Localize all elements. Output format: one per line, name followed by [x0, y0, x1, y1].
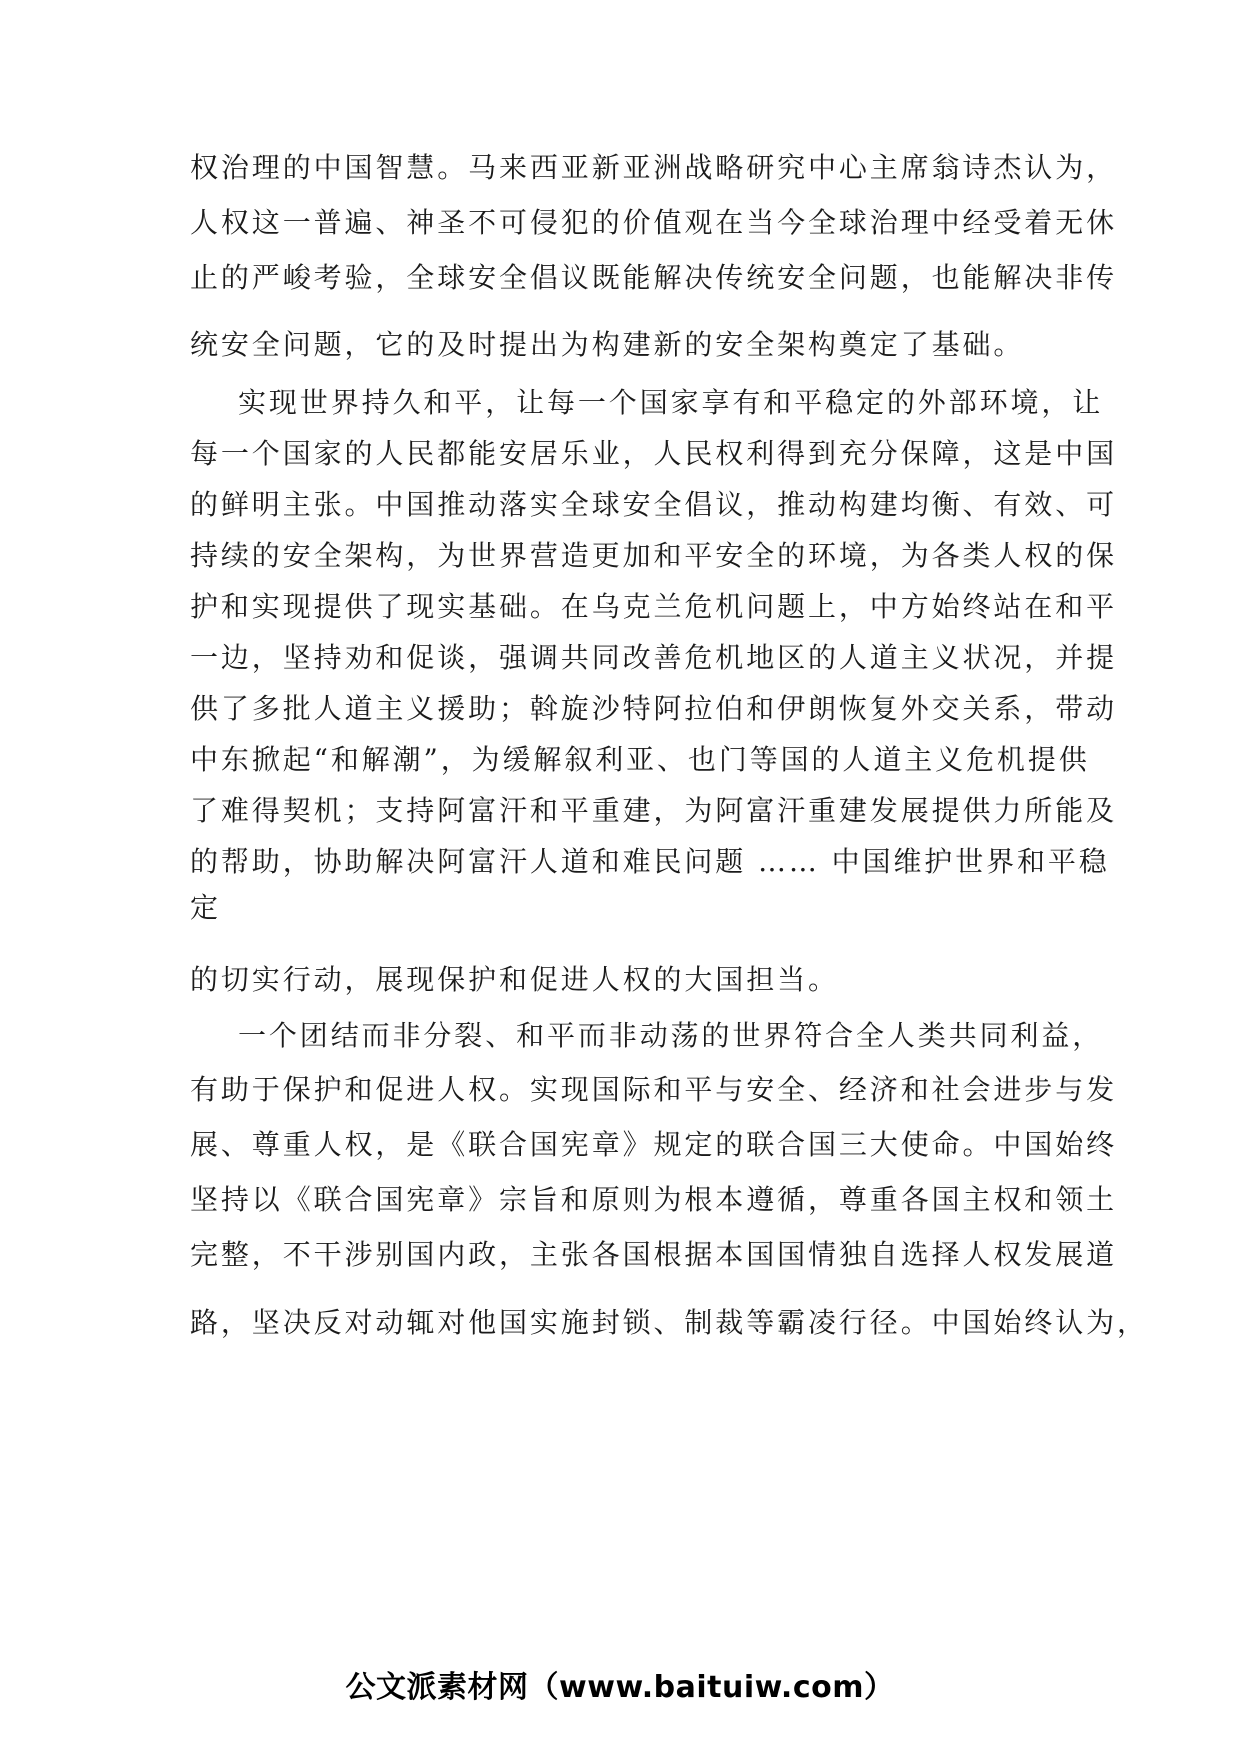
text-line: 人权这一普遍、神圣不可侵犯的价值观在当今全球治理中经受着无休	[190, 206, 1118, 239]
text-line: 的切实行动，展现保护和促进人权的大国担当。	[190, 963, 839, 996]
text-line: 了难得契机；支持阿富汗和平重建，为阿富汗重建发展提供力所能及	[190, 794, 1118, 827]
paragraph-first-line: 一个团结而非分裂、和平而非动荡的世界符合全人类共同利益，	[238, 1019, 1104, 1052]
text-line: 有助于保护和促进人权。实现国际和平与安全、经济和社会进步与发	[190, 1073, 1118, 1106]
text-line: 每一个国家的人民都能安居乐业，人民权利得到充分保障，这是中国	[190, 437, 1118, 470]
text-line: 供了多批人道主义援助；斡旋沙特阿拉伯和伊朗恢复外交关系，带动	[190, 692, 1118, 725]
text-line: 持续的安全架构，为世界营造更加和平安全的环境，为各类人权的保	[190, 539, 1118, 572]
paragraph-first-line: 实现世界持久和平，让每一个国家享有和平稳定的外部环境，让	[238, 386, 1104, 419]
text-line: 的帮助，协助解决阿富汗人道和难民问题 …… 中国维护世界和平稳	[190, 845, 1110, 878]
text-line: 统安全问题，它的及时提出为构建新的安全架构奠定了基础。	[190, 328, 1025, 361]
footer-source: 公文派素材网（www.baituiw.com）	[345, 1670, 895, 1705]
text-line: 坚持以《联合国宪章》宗旨和原则为根本遵循，尊重各国主权和领土	[190, 1183, 1118, 1216]
text-line: 定	[190, 891, 221, 924]
text-line: 中东掀起“和解潮”，为缓解叙利亚、也门等国的人道主义危机提供	[190, 743, 1090, 776]
text-line: 权治理的中国智慧。马来西亚新亚洲战略研究中心主席翁诗杰认为，	[190, 151, 1118, 184]
text-line: 的鲜明主张。中国推动落实全球安全倡议，推动构建均衡、有效、可	[190, 488, 1118, 521]
text-line: 展、尊重人权，是《联合国宪章》规定的联合国三大使命。中国始终	[190, 1128, 1118, 1161]
text-line: 完整，不干涉别国内政，主张各国根据本国国情独自选择人权发展道	[190, 1238, 1118, 1271]
text-line: 护和实现提供了现实基础。在乌克兰危机问题上，中方始终站在和平	[190, 590, 1118, 623]
text-line: 一边，坚持劝和促谈，强调共同改善危机地区的人道主义状况，并提	[190, 641, 1118, 674]
text-line: 止的严峻考验，全球安全倡议既能解决传统安全问题，也能解决非传	[190, 261, 1118, 294]
text-line: 路，坚决反对动辄对他国实施封锁、制裁等霸凌行径。中国始终认为，	[190, 1306, 1148, 1339]
